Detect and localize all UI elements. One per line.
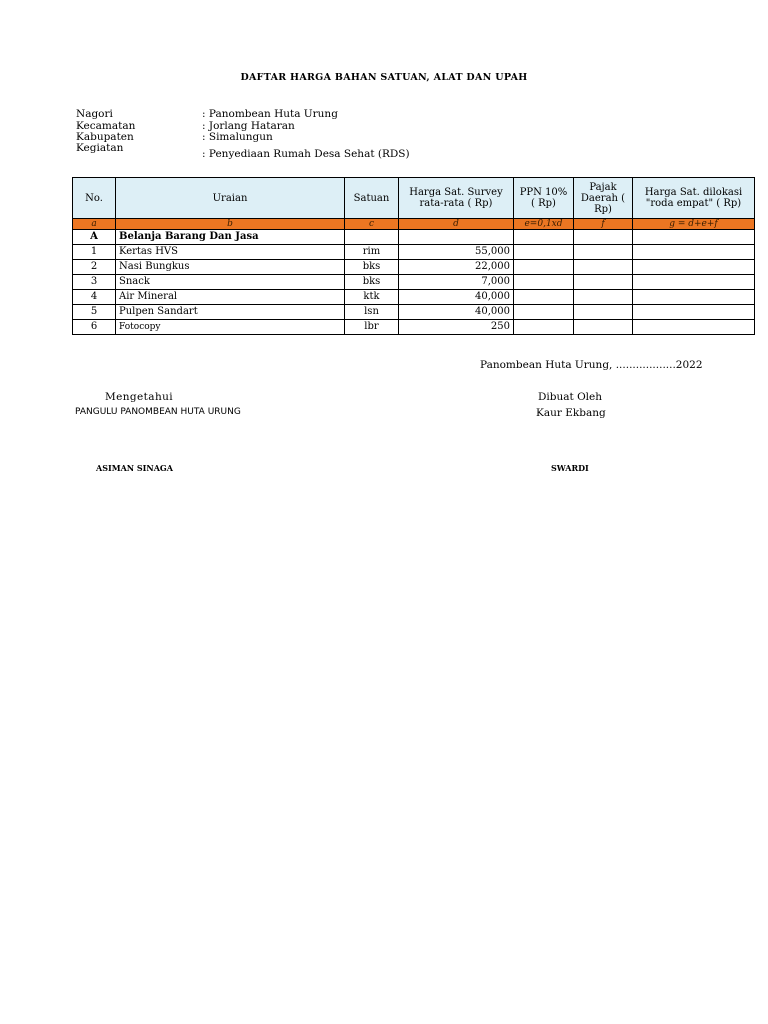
cell-no: 3 (73, 275, 116, 290)
cell-uraian: Nasi Bungkus (116, 260, 345, 275)
empty-cell (399, 230, 514, 245)
place-date: Panombean Huta Urung, ..................2022 (480, 359, 703, 371)
code-cell: g = d+e+f (633, 219, 755, 230)
cell-uraian: Snack (116, 275, 345, 290)
signature-left-name: ASIMAN SINAGA (96, 463, 173, 473)
cell-uraian: Air Mineral (116, 290, 345, 305)
cell-no: 4 (73, 290, 116, 305)
section-label: Belanja Barang Dan Jasa (116, 230, 345, 245)
cell-ppn (514, 290, 574, 305)
cell-pajak (574, 260, 633, 275)
cell-uraian: Pulpen Sandart (116, 305, 345, 320)
cell-pajak (574, 305, 633, 320)
cell-total (633, 260, 755, 275)
code-cell: e=0,1xd (514, 219, 574, 230)
cell-harga: 55,000 (399, 245, 514, 260)
header-no: No. (73, 178, 116, 219)
cell-total (633, 290, 755, 305)
empty-cell (633, 230, 755, 245)
table-row (73, 305, 755, 320)
cell-satuan: lsn (345, 305, 399, 320)
header-satuan: Satuan (345, 178, 399, 219)
signature-right-name: SWARDI (551, 463, 589, 473)
cell-harga: 40,000 (399, 290, 514, 305)
cell-ppn (514, 320, 574, 335)
cell-ppn (514, 260, 574, 275)
table-row (73, 260, 755, 275)
info-value: : Penyediaan Rumah Desa Sehat (RDS) (202, 148, 410, 160)
info-label: Kecamatan (76, 120, 136, 132)
code-cell: d (399, 219, 514, 230)
column-code-row (73, 219, 755, 230)
signature-right-role: Kaur Ekbang (536, 407, 606, 419)
info-label: Nagori (76, 108, 113, 120)
header-uraian: Uraian (116, 178, 345, 219)
cell-pajak (574, 245, 633, 260)
table-row (73, 245, 755, 260)
cell-satuan: rim (345, 245, 399, 260)
code-cell: c (345, 219, 399, 230)
cell-satuan: ktk (345, 290, 399, 305)
info-value: : Panombean Huta Urung (202, 108, 338, 120)
cell-total (633, 305, 755, 320)
cell-satuan: bks (345, 275, 399, 290)
cell-no: 6 (73, 320, 116, 335)
cell-satuan: bks (345, 260, 399, 275)
info-label: Kabupaten (76, 131, 134, 143)
cell-pajak (574, 275, 633, 290)
signature-left-role: PANGULU PANOMBEAN HUTA URUNG (75, 407, 241, 417)
cell-pajak (574, 290, 633, 305)
header-pajak-daerah: Pajak Daerah ( Rp) (574, 178, 633, 219)
code-cell: f (574, 219, 633, 230)
price-table (72, 177, 755, 335)
document-title: DAFTAR HARGA BAHAN SATUAN, ALAT DAN UPAH (240, 72, 528, 83)
table-row (73, 320, 755, 335)
table-row (73, 290, 755, 305)
cell-total (633, 320, 755, 335)
cell-harga: 22,000 (399, 260, 514, 275)
code-cell: a (73, 219, 116, 230)
cell-satuan: lbr (345, 320, 399, 335)
cell-no: 2 (73, 260, 116, 275)
cell-no: 5 (73, 305, 116, 320)
empty-cell (514, 230, 574, 245)
empty-cell (345, 230, 399, 245)
cell-pajak (574, 320, 633, 335)
info-value: : Jorlang Hataran (202, 120, 295, 132)
cell-ppn (514, 305, 574, 320)
cell-ppn (514, 245, 574, 260)
header-harga-survey: Harga Sat. Survey rata-rata ( Rp) (399, 178, 514, 219)
signature-left-caption: Mengetahui (105, 391, 174, 403)
cell-uraian: Kertas HVS (116, 245, 345, 260)
empty-cell (574, 230, 633, 245)
section-no: A (73, 230, 116, 245)
header-harga-lokasi: Harga Sat. dilokasi "roda empat" ( Rp) (633, 178, 755, 219)
section-row (73, 230, 755, 245)
cell-total (633, 275, 755, 290)
cell-harga: 40,000 (399, 305, 514, 320)
table-row (73, 275, 755, 290)
header-ppn: PPN 10% ( Rp) (514, 178, 574, 219)
cell-uraian: Fotocopy (116, 320, 345, 335)
cell-harga: 7,000 (399, 275, 514, 290)
code-cell: b (116, 219, 345, 230)
cell-harga: 250 (399, 320, 514, 335)
table-header-row (73, 178, 755, 219)
cell-no: 1 (73, 245, 116, 260)
signature-right-caption: Dibuat Oleh (538, 391, 603, 403)
info-value: : Simalungun (202, 131, 273, 143)
info-label: Kegiatan (76, 142, 124, 154)
cell-ppn (514, 275, 574, 290)
cell-total (633, 245, 755, 260)
